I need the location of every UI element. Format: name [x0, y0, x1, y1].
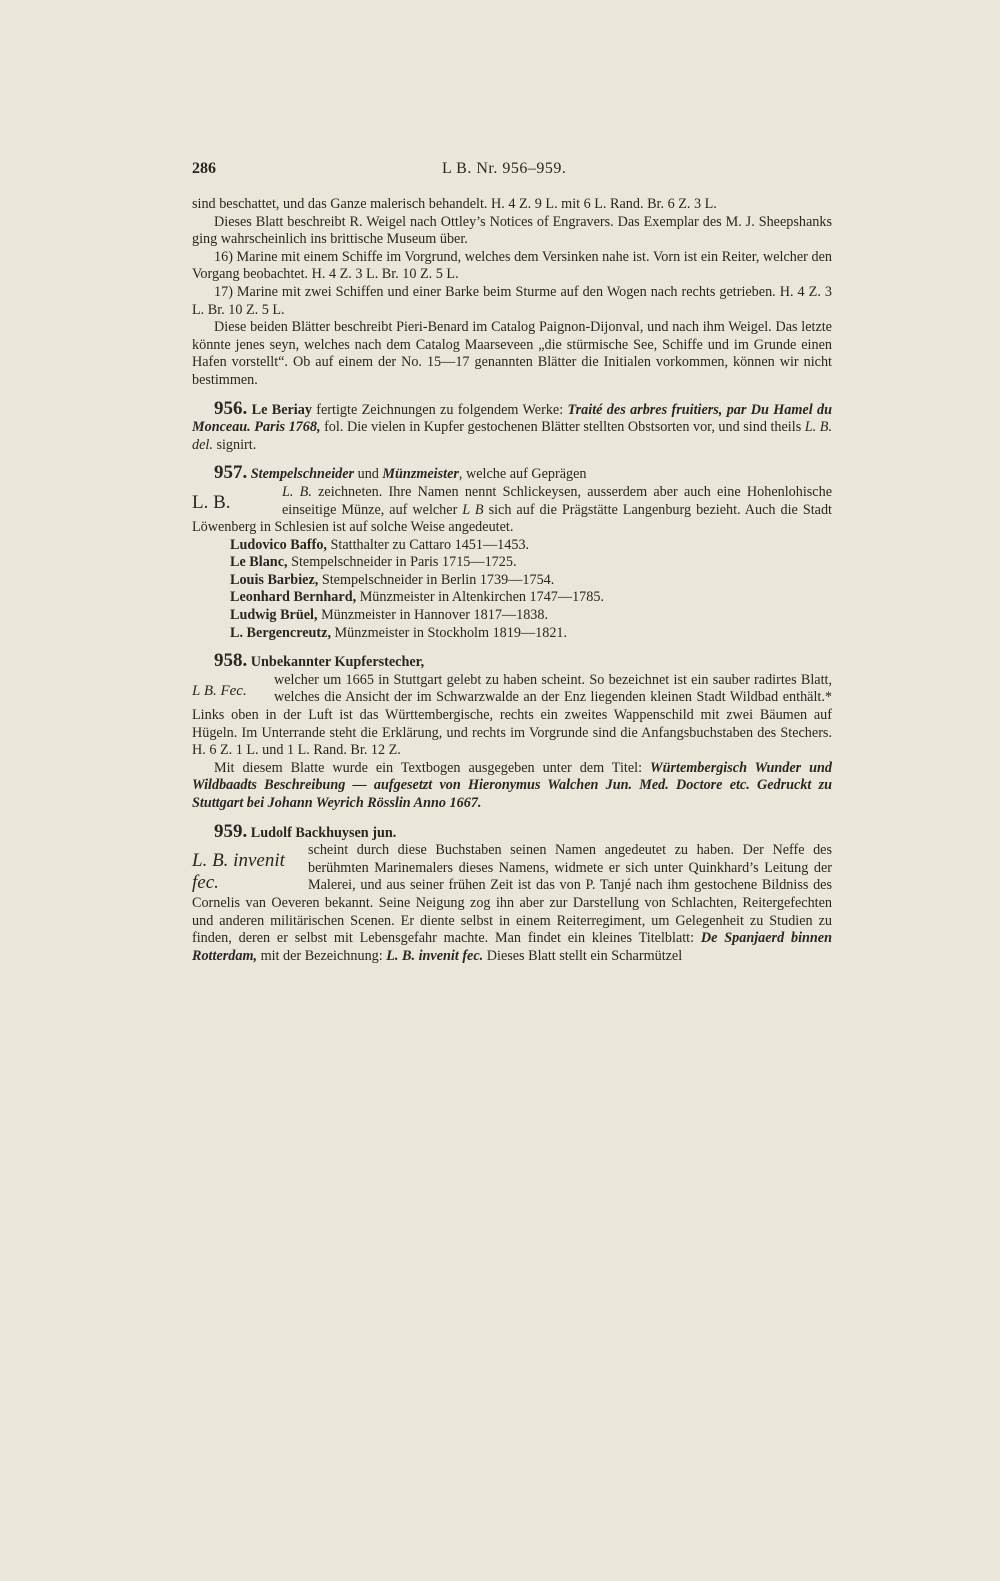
book-title: Traité des arbres fruitiers, par Du Hamel du Monceau. Paris 1768, — [192, 401, 832, 436]
book-title: Würtembergisch Wunder und Wildbaadts Beschreibung — aufgesetzt von Hieronymus Walchen Jun. Med. Doctore etc. Gedruckt zu Stuttgart bei Johann Weyrich Rösslin Anno 1667. — [192, 759, 832, 811]
monogram: L. B. invenit fec. — [192, 850, 285, 894]
artist-name: Le Beriay — [251, 401, 312, 418]
entry-text: signirt. — [212, 436, 257, 453]
role: Stempelschneider — [250, 466, 355, 483]
entry-959 — [192, 820, 832, 843]
entry-number: 956. — [214, 397, 248, 419]
entry-text: mit der Bezeichnung: — [257, 947, 387, 964]
list-name: Ludwig Brüel, — [230, 607, 318, 624]
list-item — [192, 625, 832, 643]
body-text — [192, 196, 832, 965]
page-header — [192, 160, 832, 182]
list-desc: Stempelschneider in Berlin 1739—1754. — [318, 571, 555, 588]
artist-name: Ludolf Backhuysen jun. — [250, 824, 397, 841]
entry-text: Mit diesem Blatte wurde ein Textbogen ausgegeben unter dem Titel: — [214, 759, 650, 776]
list-desc: Münzmeister in Stockholm 1819—1821. — [331, 624, 568, 641]
monogram: L B. Fec. — [192, 682, 247, 699]
list-item — [192, 589, 832, 607]
list-name: Leonhard Bernhard, — [230, 589, 357, 606]
list-desc: Statthalter zu Cattaro 1451—1453. — [326, 536, 530, 553]
entry-text: fol. Die vielen in Kupfer gestochenen Blätter stellten Obstsorten vor, und sind theils — [320, 419, 805, 436]
list-name: Louis Barbiez, — [230, 571, 319, 588]
page-number: 286 — [192, 160, 216, 177]
mark: L B — [462, 501, 484, 518]
paragraph: sind beschattet, und das Ganze malerisch behandelt. H. 4 Z. 9 L. mit 6 L. Rand. Br. 6 Z. 3 L. — [192, 196, 717, 212]
paragraph: Diese beiden Blätter beschreibt Pieri-Benard im Catalog Paignon-Dijonval, und nach ihm Weigel. Das letzte könnte jenes seyn, welches nach dem Catalog Maarseveen „die stürmische See, Schiffe und im Grunde einen Hafen vorstellt“. Ob auf einem der No. 15—17 genannten Blätter die Initialen vorkommen, können wir nicht bestimmen. — [192, 319, 832, 388]
list-item — [192, 572, 832, 590]
entry-text: und — [354, 466, 383, 483]
entry-text: , welche auf Geprägen — [458, 466, 587, 483]
list-desc: Stempelschneider in Paris 1715—1725. — [287, 554, 517, 571]
artist-name: Unbekannter Kupferstecher, — [250, 654, 425, 671]
paragraph: Dieses Blatt beschreibt R. Weigel nach Ottley’s Notices of Engravers. Das Exemplar des M. J. Sheepshanks ging wahrscheinlich ins brittische Museum über. — [192, 213, 832, 248]
role: Münzmeister — [382, 466, 459, 483]
paragraph — [192, 760, 832, 813]
entry-text: sich auf die Prägstätte Langenburg bezieht. Auch die Stadt Löwenberg in Schlesien ist auf solche Weise angedeutet. — [192, 501, 832, 536]
paragraph: 17) Marine mit zwei Schiffen und einer Barke beim Sturme auf den Wogen nach rechts getrieben. H. 4 Z. 3 L. Br. 10 Z. 5 L. — [192, 283, 832, 318]
paragraph — [192, 672, 832, 760]
entry-number: 958. — [214, 650, 248, 672]
mark: L. B. — [282, 483, 312, 500]
paragraph: 16) Marine mit einem Schiffe im Vorgrund, welches dem Versinken nahe ist. Vorn ist ein Reiter, welcher den Vorgang beobachtet. H. 4 Z. 3 L. Br. 10 Z. 5 L. — [192, 248, 832, 283]
entry-text: scheint durch diese Buchstaben seinen Namen angedeutet zu haben. Der Neffe des berühmten Marinemalers dieses Namens, widmete er sich unter Quinkhard’s Leitung der Malerei, und aus seiner frühen Zeit ist das von P. Tanjé nach ihm gestochene Bildniss des Cornelis van Oeveren bekannt. Seine Neigung zog ihn aber zur Darstellung von Schlachten, Reitergefechten und anderen militärischen Scenen. Er diente selbst in einem Reiterregiment, um Gelegenheit zu Studien zu finden, deren er selbst mit Lebensgefahr machte. Man findet ein kleines Titelblatt: — [192, 842, 832, 947]
entry-text: fertigte Zeichnungen zu folgendem Werke: — [311, 401, 568, 418]
list-desc: Münzmeister in Hannover 1817—1838. — [317, 607, 549, 624]
entry-text: welcher um 1665 in Stuttgart gelebt zu haben scheint. So bezeichnet ist ein sauber radirtes Blatt, welches die Ansicht der im Schwarzwalde an der Enz liegenden kleinen Stadt Wildbad enthält.* Links oben in der Luft ist das Württembergische, rechts ein zweites Wappenschild mit zwei Bäumen auf Hügeln. Im Unterrande steht die Erklärung, und rechts im Vorgrunde sind die Anfangsbuchstaben des Stechers. H. 6 Z. 1 L. und 1 L. Rand. Br. 12 Z. — [192, 671, 832, 759]
entry-956 — [192, 397, 832, 455]
list-item — [192, 554, 832, 572]
entry-text: zeichneten. Ihre Namen nennt Schlickeysen, ausserdem aber auch eine Hohenlohische einseitige Münze, auf welcher — [282, 483, 832, 518]
entry-957 — [192, 464, 832, 484]
list-name: Ludovico Baffo, — [230, 536, 327, 553]
list-desc: Münzmeister in Altenkirchen 1747—1785. — [356, 589, 604, 606]
list-name: Le Blanc, — [230, 554, 288, 571]
entry-number: 959. — [214, 820, 248, 842]
mint-list — [192, 537, 832, 643]
entry-958 — [192, 652, 832, 672]
list-item — [192, 607, 832, 625]
book-title: De Spanjaerd binnen Rotterdam, — [192, 930, 832, 964]
signature: L. B. del. — [192, 419, 832, 453]
list-name: L. Bergencreutz, — [230, 624, 331, 641]
entry-text: Dieses Blatt stellt ein Scharmützel — [483, 947, 683, 964]
signature: L. B. invenit fec. — [386, 947, 484, 964]
monogram: L. B. — [192, 491, 231, 513]
paragraph — [192, 842, 832, 965]
running-title: L B. Nr. 956–959. — [442, 160, 567, 177]
list-item — [192, 537, 832, 555]
paragraph — [192, 484, 832, 537]
entry-number: 957. — [214, 462, 248, 484]
